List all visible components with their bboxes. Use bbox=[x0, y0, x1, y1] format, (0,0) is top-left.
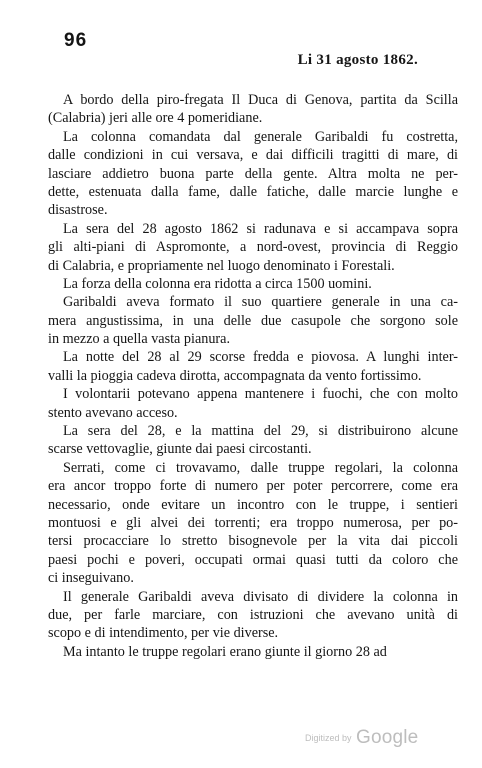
paragraph bbox=[48, 275, 458, 293]
paragraph bbox=[48, 293, 458, 348]
google-logo: Google bbox=[355, 727, 419, 748]
paragraph bbox=[48, 348, 458, 385]
paragraph bbox=[48, 643, 458, 661]
paragraph bbox=[48, 128, 458, 220]
text-line: A bordo della piro-fregata Il Duca di Genova, partita da Scilla bbox=[63, 92, 458, 108]
text-line: due, per farle marciare, con istruzioni che avevano unità di bbox=[48, 606, 458, 623]
text-line: Il generale Garibaldi aveva divisato di dividere la colonna in bbox=[63, 588, 458, 605]
paragraph bbox=[48, 385, 458, 422]
text-line: La sera del 28 agosto 1862 si radunava e si accampava sopra bbox=[63, 220, 458, 237]
digitized-by-google-watermark bbox=[305, 727, 418, 749]
text-line: paesi pochi e poveri, occupati ormai quasi tutti da coloro che bbox=[48, 551, 458, 568]
text-line: La colonna comandata dal generale Garibaldi fu costretta, bbox=[63, 128, 458, 145]
text-line: La notte del 28 al 29 scorse fredda e piovosa. A lunghi inter- bbox=[63, 349, 458, 366]
text-line: scarse vettovaglie, giunte dai paesi circostanti. bbox=[48, 441, 312, 458]
text-line: stento avevano acceso. bbox=[48, 404, 178, 421]
text-line: Serrati, come ci trovavamo, dalle truppe regolari, la colonna bbox=[63, 459, 458, 476]
text-line: era ancor troppo forte di numero per poter percorrere, come era bbox=[48, 478, 458, 495]
paragraph bbox=[48, 91, 458, 128]
text-line: disastrose. bbox=[48, 202, 108, 219]
text-line: gli alti-piani di Aspromonte, a nord-ovest, provincia di Reggio bbox=[48, 239, 458, 256]
dateline: Li 31 agosto 1862. bbox=[297, 52, 418, 68]
text-line: Ma intanto le truppe regolari erano giunte il giorno 28 ad bbox=[63, 643, 387, 660]
page-number: 96 bbox=[64, 30, 88, 51]
text-line: (Calabria) jeri alle ore 4 pomeridiane. bbox=[48, 110, 263, 127]
text-line: La sera del 28, e la mattina del 29, si distribuirono alcune bbox=[63, 423, 458, 440]
paragraph bbox=[48, 588, 458, 643]
paragraph bbox=[48, 459, 458, 588]
watermark-prefix: Digitized by bbox=[305, 733, 352, 743]
text-line: ci inseguivano. bbox=[48, 570, 134, 587]
text-line: I volontarii potevano appena mantenere i fuochi, che con molto bbox=[63, 386, 458, 403]
text-line: tersi procacciare lo stretto bisognevole per la vita dai piccoli bbox=[48, 533, 458, 550]
text-line: in mezzo a quella vasta pianura. bbox=[48, 331, 230, 348]
text-line: necessario, onde evitare un incontro con le truppe, i sentieri bbox=[48, 496, 458, 513]
text-line: dalle condizioni in cui versava, e dai difficili tragitti di mare, di bbox=[48, 147, 458, 164]
text-line: di Calabria, e propriamente nel luogo denominato i Forestali. bbox=[48, 257, 395, 274]
text-line: Garibaldi aveva formato il suo quartiere generale in una ca- bbox=[63, 294, 458, 311]
paragraph bbox=[48, 220, 458, 275]
text-line: mera angustissima, in una delle due casupole che sorgono sole bbox=[48, 312, 458, 329]
text-line: La forza della colonna era ridotta a circa 1500 uomini. bbox=[63, 275, 372, 292]
text-line: lasciare addietro buona parte della gente. Altra molta ne per- bbox=[48, 165, 458, 182]
body-text bbox=[48, 91, 458, 661]
text-line: valli la pioggia cadeva dirotta, accompagnata da vento fortissimo. bbox=[48, 367, 422, 384]
text-line: montuosi e gli alvei dei torrenti; era troppo numerosa, per po- bbox=[48, 514, 458, 531]
text-line: dette, estenuata dalla fame, dalle fatiche, dalle marcie lunghe e bbox=[48, 183, 458, 200]
paragraph bbox=[48, 422, 458, 459]
text-line: scopo e di intendimento, per vie diverse. bbox=[48, 625, 279, 642]
